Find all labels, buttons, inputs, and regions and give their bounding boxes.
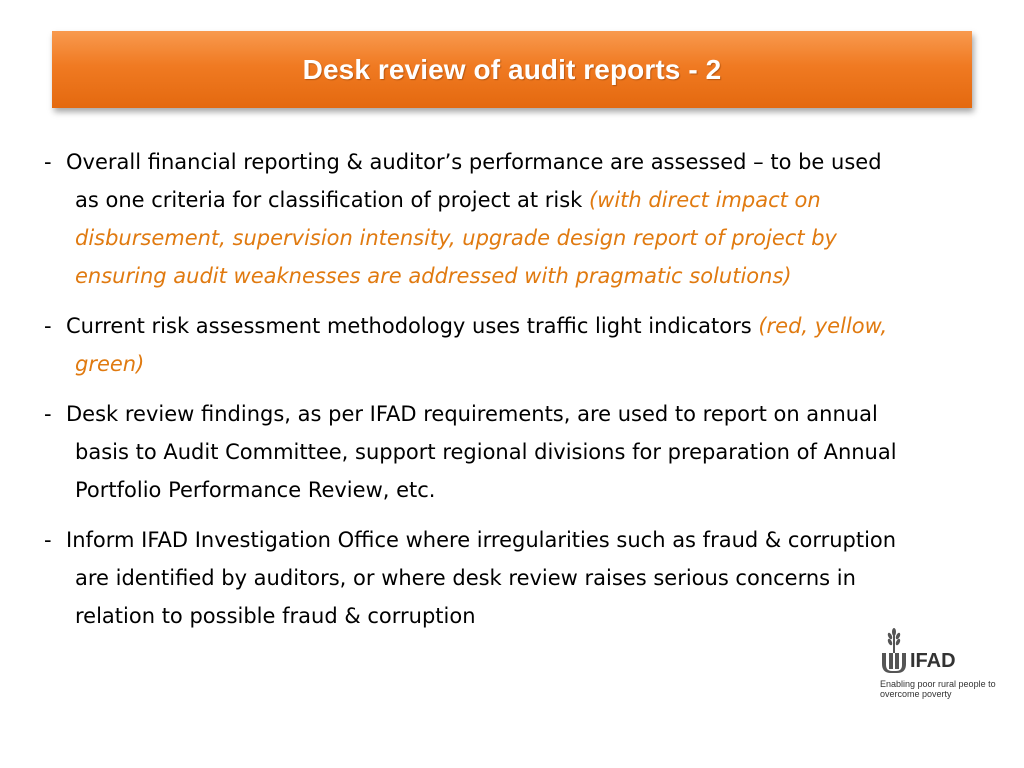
title-banner [52,31,972,108]
logo-wordmark: IFAD [910,650,956,672]
bullet-item [44,521,904,635]
bullet-text: Overall financial reporting & auditor’s performance are assessed – to be used as one criteria for classification of project at risk [66,150,882,212]
bullet-dash: - [44,150,52,174]
bullet-dash: - [44,314,52,338]
bullet-italic-note: (red, yellow, green) [75,314,888,376]
bullet-text: Inform IFAD Investigation Office where irregularities such as fraud & corruption are identified by auditors, or where desk review raises serious concerns in relation to possible fraud & corruption [66,528,897,628]
slide-title: Desk review of audit reports - 2 [302,53,722,85]
bullet-item [44,143,904,295]
logo-tagline: Enabling poor rural people to overcome poverty [880,679,996,699]
bullet-list [44,143,904,647]
bullet-text: Current risk assessment methodology uses traffic light indicators [66,314,759,338]
bullet-italic-note: (with direct impact on disbursement, supervision intensity, upgrade design report of project by ensuring audit weaknesses are addressed with pragmatic solutions) [75,188,837,288]
bullet-text: Desk review findings, as per IFAD requirements, are used to report on annual basis to Audit Committee, support regional divisions for preparation of Annual Portfolio Performance Review, etc. [66,402,897,502]
bullet-item [44,307,904,383]
wheat-hands-icon [880,627,908,673]
bullet-dash: - [44,528,52,552]
bullet-dash: - [44,402,52,426]
bullet-item [44,395,904,509]
ifad-logo [880,627,1010,699]
